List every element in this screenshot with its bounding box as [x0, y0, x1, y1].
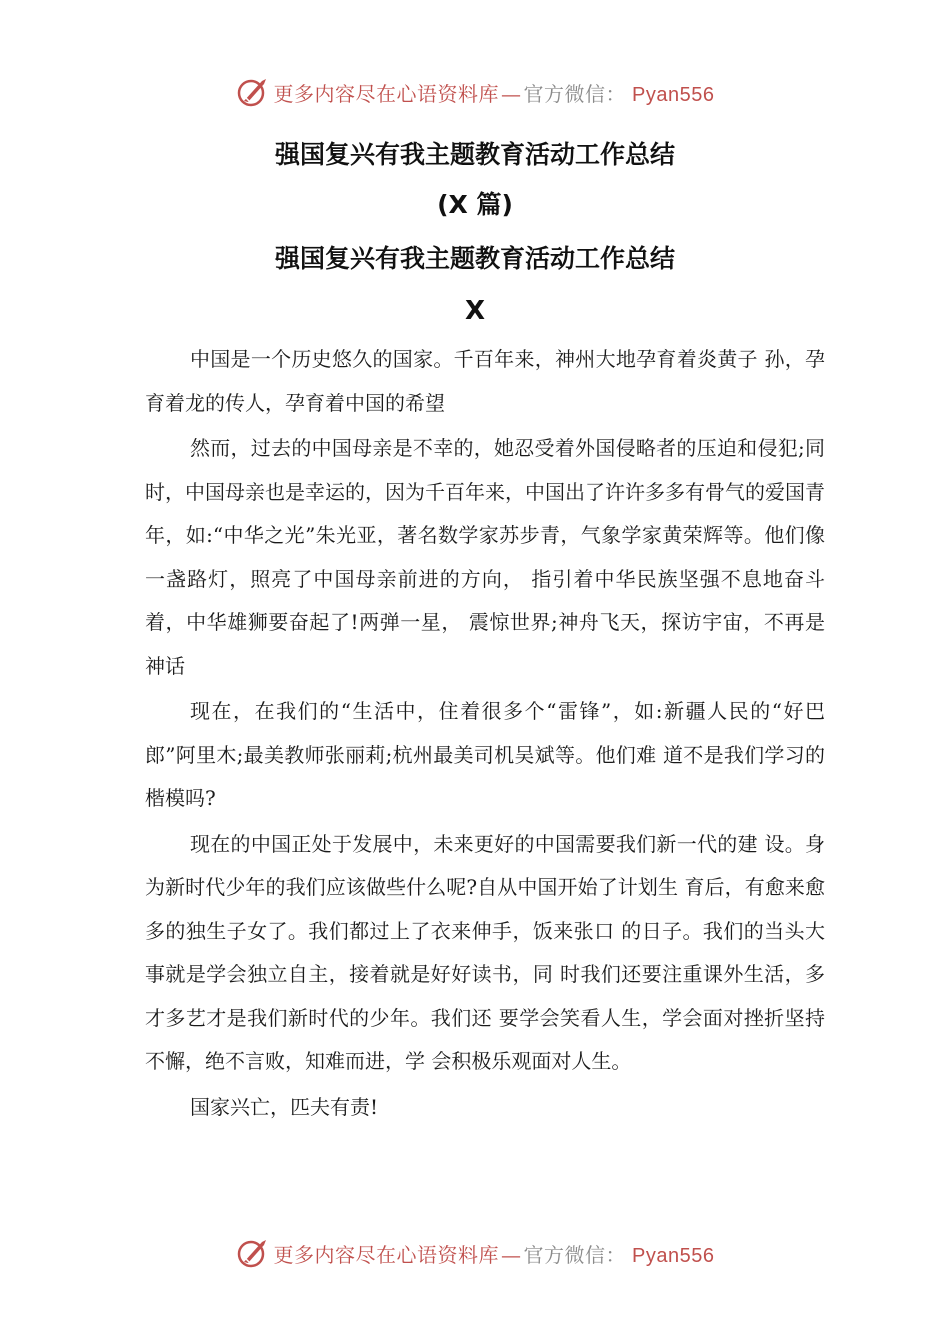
banner-dash: — [501, 81, 522, 106]
header-watermark-banner [0, 72, 950, 112]
banner-site-text: 更多内容尽在心语资料库 [273, 81, 500, 106]
banner-site-text: 更多内容尽在心语资料库 [273, 1242, 500, 1267]
banner-account: Pyan556 [632, 83, 715, 106]
paragraph: 国家兴亡，匹夫有责! [190, 1094, 379, 1119]
paragraph: 然而，过去的中国母亲是不幸的，她忍受着外国侵略者的压迫和侵犯;同时，中国母亲也是幸运的，因为千百年来，中国出了许许多多有骨气的爱国青年，如:“中华之光”朱光亚，著名数学家苏步青，气象学家黄荣辉等。他们像一盏路灯，照亮了中国母亲前进的方向， 指引着中华民族坚强不息地奋斗着，中华雄狮要奋起了!两弹一星， 震惊世界;神舟飞天，探访宇宙，不再是神话 [145, 436, 825, 678]
banner-dash: — [501, 1242, 522, 1267]
paragraph: 中国是一个历史悠久的国家。千百年来，神州大地孕育着炎黄子 孙，孕育着龙的传人，孕育着中国的希望 [145, 347, 825, 415]
section-number: X [464, 296, 486, 326]
document-body [145, 338, 825, 1131]
banner-text [274, 1239, 715, 1268]
paragraph: 现在的中国正处于发展中，未来更好的中国需要我们新一代的建 设。身为新时代少年的我们应该做些什么呢?自从中国开始了计划生 育后，有愈来愈多的独生子女了。我们都过上了衣来伸手，饭来张口 的日子。我们的当头大事就是学会独立自主，接着就是好好读书，同 时我们还要注重课外生活，多才多艺才是我们新时代的少年。我们还 要学会笑看人生，学会面对挫折坚持不懈，绝不言败，知难而进，学 会积极乐观面对人生。 [145, 831, 825, 1073]
paragraph: 现在，在我们的“生活中，住着很多个“雷锋”，如:新疆人民的“好巴郎”阿里木;最美教师张丽莉;杭州最美司机吴斌等。他们难 道不是我们学习的楷模吗? [145, 699, 825, 810]
document-subtitle-count: (X 篇) [437, 190, 513, 219]
document-title: 强国复兴有我主题教育活动工作总结 [274, 140, 675, 169]
quill-logo-icon [236, 1236, 270, 1270]
quill-logo-icon [236, 75, 270, 109]
banner-wechat-label: 官方微信： [523, 1242, 627, 1267]
banner-wechat-label: 官方微信： [523, 81, 627, 106]
banner-text [274, 78, 715, 107]
section-title: 强国复兴有我主题教育活动工作总结 [274, 244, 675, 273]
footer-watermark-banner [0, 1233, 950, 1273]
banner-account: Pyan556 [632, 1244, 715, 1267]
